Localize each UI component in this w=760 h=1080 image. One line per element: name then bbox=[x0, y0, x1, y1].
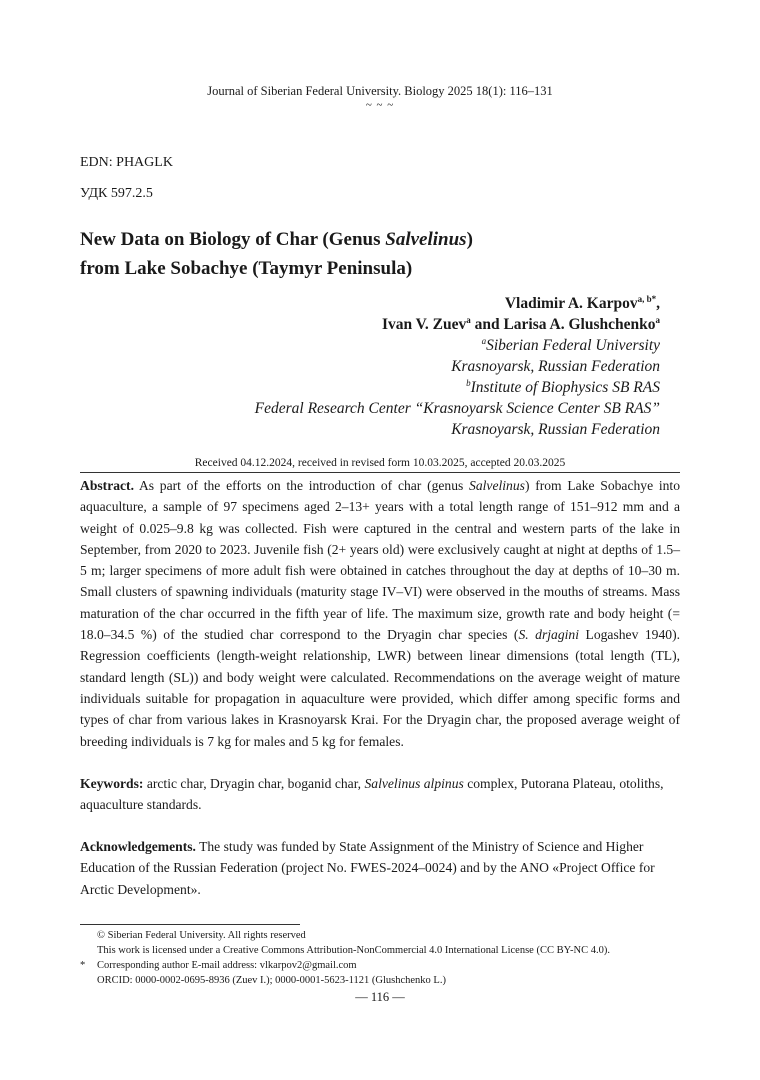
received-dates: Received 04.12.2024, received in revised form 10.03.2025, accepted 20.03.2025 bbox=[194, 457, 566, 469]
affiliation-line: $^a$Siberian Federal University bbox=[481, 336, 660, 354]
page-number: — 116 — bbox=[355, 990, 405, 1004]
title-line-2: from Lake Sobachye (Taymyr Peninsula) bbox=[80, 258, 413, 279]
affiliation-line: Federal Research Center “Krasnoyarsk Science Center SB RAS” bbox=[254, 400, 660, 417]
keywords-label: Keywords: bbox=[80, 776, 144, 791]
footnote-divider bbox=[80, 924, 300, 925]
acknowledgements: Acknowledgements. The study was funded by State Assignment of the Ministry of Science and Higher Education of the Russian Federation (project No. FWES-2024–0024) and by the ANO «Project Office for Arctic Development». bbox=[80, 839, 655, 897]
journal-header: Journal of Siberian Federal University. Biology 2025 18(1): 116–131 bbox=[207, 84, 553, 98]
acknowledgements-label: Acknowledgements. bbox=[80, 839, 196, 854]
header-separator: ~ ~ ~ bbox=[365, 99, 395, 111]
divider bbox=[80, 472, 680, 473]
author-zuev: Ivan V. Zuev bbox=[381, 316, 467, 333]
author-line-2: Ivan V. Zuev$^a$ and Larisa A. Glushchenko$^a$ bbox=[381, 315, 660, 333]
keywords: Keywords: arctic char, Dryagin char, boganid char, Salvelinus alpinus complex, Putorana Plateau, otoliths, aquaculture standards. bbox=[80, 776, 664, 813]
abstract-label: Abstract. bbox=[80, 478, 134, 493]
affiliation-line: Krasnoyarsk, Russian Federation bbox=[451, 421, 660, 438]
author-line-1: Vladimir A. Karpov$^{a, b*}$, bbox=[504, 294, 660, 312]
article-title bbox=[80, 225, 473, 283]
affiliation-line: $^b$Institute of Biophysics SB RAS bbox=[466, 378, 660, 396]
edn-code: EDN: PHAGLK bbox=[80, 155, 173, 170]
author-glushchenko: Larisa A. Glushchenko bbox=[503, 316, 656, 333]
title-line-1: New Data on Biology of Char (Genus Salvelinus) bbox=[80, 229, 473, 250]
author-karpov: Vladimir A. Karpov bbox=[504, 295, 638, 312]
udk-code: УДК 597.2.5 bbox=[80, 186, 153, 201]
abstract: Abstract. As part of the efforts on the introduction of char (genus Salvelinus) from Lake Sobachye into aquaculture, a sample of 97 specimens aged 2–13+ years with a total length range of 151–912 mm and a weight of 0.025–9.8 kg was collected. Fish were captured in the central and western parts of the lake in September, from 2020 to 2023. Juvenile fish (2+ years old) were exclusively caught at night at depths of 1.5–5 m; larger specimens of more adult fish were obtained in catches throughout the day at depths of 10–30 m. Small clusters of spawning individuals (maturity stage IV–VI) were observed in the mouths of streams. Mass maturation of the char occurred in the fifth year of life. The maximum size, growth rate and body height (= 18.0–34.5 %) of the studied char correspond to the Dryagin char species (S. drjagini Logashev 1940). Regression coefficients (length-weight relationship, LWR) between linear dimensions (total length (TL), standard length (SL)) and body weight were calculated. Recommendations on the average weight of mature individuals suitable for propagation in aquaculture were provided, which differ among specific forms and types of char from various lakes in Krasnoyarsk Krai. For the Dryagin char, the proposed average weight of breeding individuals is 7 kg for males and 5 kg for females. bbox=[80, 478, 681, 749]
affiliation-line: Krasnoyarsk, Russian Federation bbox=[451, 358, 660, 375]
author-block bbox=[255, 293, 660, 440]
